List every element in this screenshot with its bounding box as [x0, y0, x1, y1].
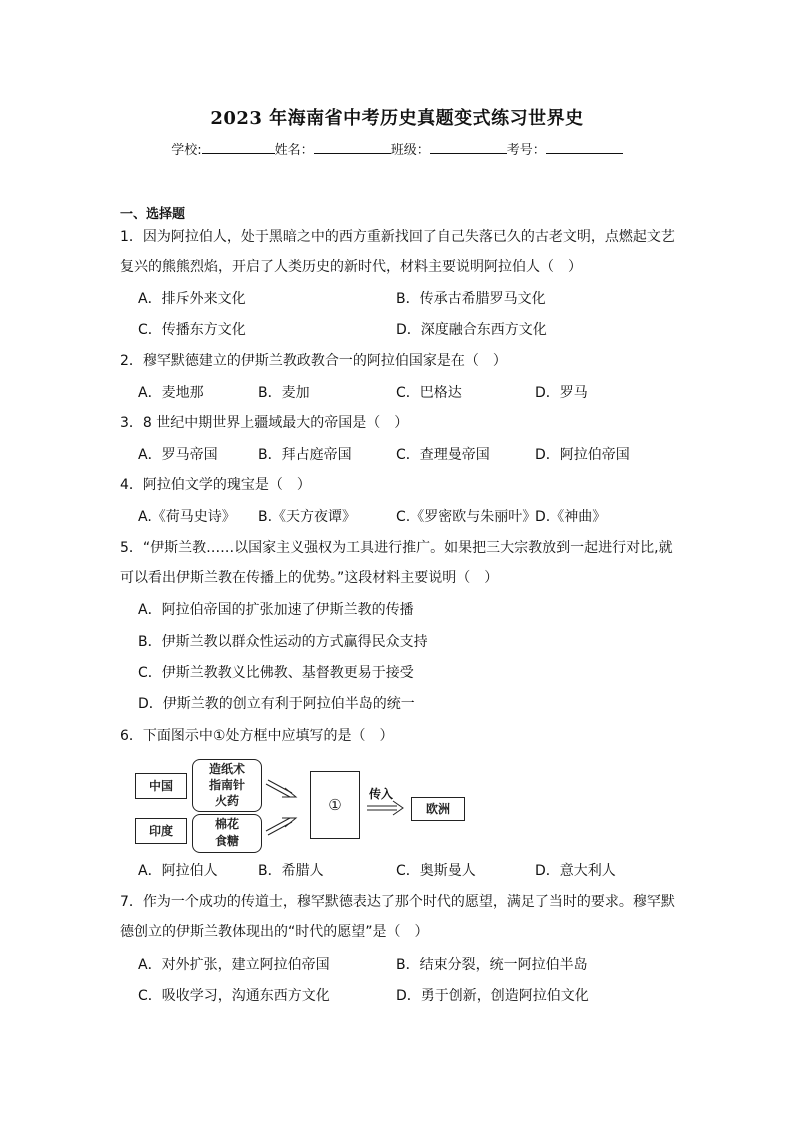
arrow-label: 传入 — [369, 787, 394, 801]
option-a[interactable]: A．阿拉伯帝国的扩张加速了伊斯兰教的传播 — [138, 602, 414, 618]
invention-item: 火药 — [214, 794, 239, 808]
arrow-lower — [266, 818, 296, 835]
exam-no-blank[interactable] — [546, 140, 623, 154]
student-info-line — [0, 139, 794, 158]
option-b[interactable]: B．传承古希腊罗马文化 — [396, 291, 546, 307]
question-stem-line: 7．作为一个成功的传道士，穆罕默德表达了那个时代的愿望，满足了当时的要求。穆罕默 — [120, 894, 675, 910]
india-products-box — [192, 814, 262, 853]
option-d[interactable]: D.《神曲》 — [535, 509, 607, 525]
option-d[interactable]: D．深度融合东西方文化 — [396, 322, 547, 338]
question-stem-line: 可以看出伊斯兰教在传播上的优势。”这段材料主要说明（ ） — [120, 570, 499, 586]
option-b[interactable]: B.《天方夜谭》 — [258, 509, 357, 525]
option-b[interactable]: B．拜占庭帝国 — [258, 447, 352, 463]
name-blank[interactable] — [314, 140, 391, 154]
europe-box: 欧洲 — [411, 797, 465, 821]
question-stem-line: 复兴的熊熊烈焰，开启了人类历史的新时代，材料主要说明阿拉伯人（ ） — [120, 259, 582, 275]
arrow-upper — [266, 780, 296, 797]
question-stem-line: 4．阿拉伯文学的瑰宝是（ ） — [120, 477, 311, 493]
option-d[interactable]: D．罗马 — [535, 385, 588, 401]
question-5 — [120, 533, 680, 593]
invention-item: 指南针 — [208, 778, 245, 792]
invention-item: 造纸术 — [208, 762, 245, 776]
option-d[interactable]: D．伊斯兰教的创立有利于阿拉伯半岛的统一 — [138, 696, 415, 712]
option-b[interactable]: B．结束分裂，统一阿拉伯半岛 — [396, 957, 588, 973]
exam-no-label: 考号： — [506, 143, 546, 158]
question-stem-line: 3．8 世纪中期世界上疆域最大的帝国是（ ） — [120, 415, 409, 431]
school-blank[interactable] — [202, 140, 275, 154]
option-c[interactable]: C.《罗密欧与朱丽叶》 — [396, 509, 537, 525]
blank-box-1: ① — [310, 771, 360, 839]
question-3 — [120, 408, 680, 438]
option-c[interactable]: C．巴格达 — [396, 385, 462, 401]
option-b[interactable]: B．伊斯兰教以群众性运动的方式赢得民众支持 — [138, 634, 428, 650]
question-stem-line: 5．“伊斯兰教……以国家主义强权为工具进行推广。如果把三大宗教放到一起进行对比,就 — [120, 540, 673, 556]
class-blank[interactable] — [430, 140, 507, 154]
question-stem-line: 1．因为阿拉伯人，处于黑暗之中的西方重新找回了自己失落已久的古老文明，点燃起文艺 — [120, 229, 675, 245]
spread-diagram — [135, 759, 475, 854]
question-2 — [120, 346, 680, 376]
question-7 — [120, 887, 680, 947]
china-box: 中国 — [135, 773, 187, 799]
name-label: 姓名： — [274, 143, 314, 158]
option-a[interactable]: A．对外扩张，建立阿拉伯帝国 — [138, 957, 330, 973]
product-item: 棉花 — [214, 817, 239, 831]
class-label: 班级： — [390, 143, 430, 158]
option-a[interactable]: A．麦地那 — [138, 385, 204, 401]
option-a[interactable]: A．阿拉伯人 — [138, 863, 218, 879]
option-b[interactable]: B．希腊人 — [258, 863, 324, 879]
page-title: 2023 年海南省中考历史真题变式练习世界史 — [210, 108, 584, 129]
option-d[interactable]: D．阿拉伯帝国 — [535, 447, 630, 463]
china-inventions-box — [192, 759, 262, 812]
option-c[interactable]: C．查理曼帝国 — [396, 447, 490, 463]
option-c[interactable]: C．传播东方文化 — [138, 322, 246, 338]
option-b[interactable]: B．麦加 — [258, 385, 310, 401]
option-d[interactable]: D．意大利人 — [535, 863, 616, 879]
question-stem-line: 6．下面图示中①处方框中应填写的是（ ） — [120, 728, 394, 744]
option-c[interactable]: C．伊斯兰教教义比佛教、基督教更易于接受 — [138, 665, 414, 681]
india-box: 印度 — [135, 818, 187, 844]
arrow-right — [367, 801, 403, 815]
question-6 — [120, 721, 680, 751]
option-a[interactable]: A．排斥外来文化 — [138, 291, 246, 307]
option-d[interactable]: D．勇于创新，创造阿拉伯文化 — [396, 988, 589, 1004]
question-stem-line: 德创立的伊斯兰教体现出的“时代的愿望”是（ ） — [120, 924, 429, 940]
product-item: 食糖 — [214, 834, 239, 848]
question-stem-line: 2．穆罕默德建立的伊斯兰教政教合一的阿拉伯国家是在（ ） — [120, 353, 507, 369]
school-label: 学校: — [171, 143, 202, 158]
option-c[interactable]: C．吸收学习，沟通东西方文化 — [138, 988, 330, 1004]
option-a[interactable]: A．罗马帝国 — [138, 447, 218, 463]
option-a[interactable]: A.《荷马史诗》 — [138, 509, 236, 525]
question-4 — [120, 470, 680, 500]
section-title: 一、选择题 — [120, 207, 186, 222]
option-c[interactable]: C．奥斯曼人 — [396, 863, 476, 879]
question-1 — [120, 222, 680, 282]
